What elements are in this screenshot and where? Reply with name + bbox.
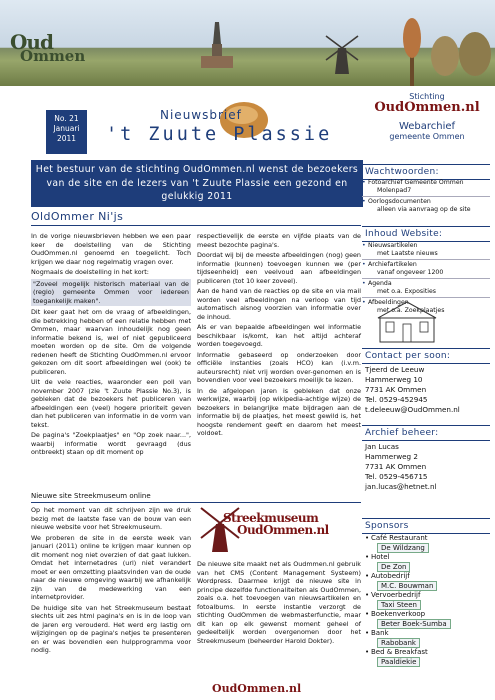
list-item-sub: met o.a. Exposities: [377, 288, 436, 295]
gemeente-label: gemeente Ommen: [389, 132, 465, 141]
sponsor-item: [365, 534, 490, 553]
archief-address: [365, 442, 490, 492]
list-item-sub: met o.a. Zoekplaatjes: [377, 307, 445, 314]
article1-column-right: [197, 232, 361, 440]
archief-name: Jan Lucas: [365, 442, 399, 451]
article2-title: Nieuwe site Streekmuseum online: [31, 492, 361, 503]
list-item: • Agenda: [362, 280, 490, 288]
archief-city: 7731 AK Ommen: [365, 462, 427, 471]
wachtwoorden-list: [362, 179, 490, 214]
paragraph: Aan de hand van de reacties op de site en via mail worden veel afbeeldingen na verloop van tijd automatisch alsnog voorzien van informatie over de inhoud.: [197, 287, 361, 321]
oudommen-logo: [10, 30, 86, 65]
streekmuseum-logo-top: Streekmuseum: [223, 511, 319, 525]
paragraph: Dit keer gaat het om de vraag of afbeeldingen, die betrekking hebben of een relatie hebben met Ommen, maar waarvan inhoudelijk nog geen informatie bekend is, wel of niet gepubliceerd moeten worden op de site. Om de volgende redenen heeft de Stichting OudOmmen.nl ervoor gekozen om dit soort afbeeldingen wel (ook) te publiceren.: [31, 308, 191, 376]
contact-email-link[interactable]: t.deleeuw@OudOmmen.nl: [365, 405, 460, 414]
streekmuseum-logo: [197, 504, 361, 554]
sponsor-item: [365, 610, 490, 629]
new-year-greeting: Het bestuur van de stichting OudOmmen.nl wenst de bezoekers van de site en de lezers van 't Zuute Plassie een gezond en gelukkig 2011: [31, 160, 363, 207]
list-item: • Oorlogsdocumenten: [362, 198, 490, 206]
paragraph: De huidige site van het Streekmuseum bestaat slechts uit zes html pagina's en is in de loop van de jaren erg verouderd. Het werd erg lastig om wijzigingen op de pagina's netjes te presenteren en er was bovendien een hulpprogramma voor nodig.: [31, 603, 191, 654]
paragraph: In de afgelopen jaren is gebleken dat onze werkwijze, waarbij (op wikipedia-achtige wijze) de bezoekers in belangrijke mate bijdragen aan de informatie bij de plaatjes, het meest gewild is, het hoogste rendement geeft en daarom het meest voldoet.: [197, 386, 361, 437]
article2-column-right: [197, 560, 361, 645]
webarchief-label: Webarchief: [398, 121, 456, 132]
sponsor-item: [365, 572, 490, 591]
archief-street: Hammerweg 2: [365, 452, 418, 461]
windmill-icon: [322, 30, 362, 76]
wachtwoorden-title: Wachtwoorden:: [362, 164, 490, 180]
contact-phone: Tel. 0529-452945: [365, 395, 428, 404]
list-item-sub: Molenpad7: [377, 187, 412, 194]
paragraph: respectievelijk de eerste en vijfde plaats van de meest bezochte pagina's.: [197, 232, 361, 249]
sponsor-link[interactable]: De Wildzang: [377, 543, 429, 554]
sponsor-item: [365, 629, 490, 648]
paragraph: Uit de vele reacties, waaronder een poll van november 2007 (zie 't Zuute Plassie No.3), is gebleken dat de bezoekers het publiceren van afbeeldingen een (veel) hogere prioriteit geven dan het publiceren van informatie in de vorm van tekst.: [31, 378, 191, 429]
issue-month: Januari: [53, 124, 80, 133]
list-item-sub: alleen via aanvraag op de site: [377, 206, 471, 213]
paragraph: Informatie gebaseerd op onderzoeken door officiële instanties (zoals HCO) kan (i.v.m. auteursrecht) niet vrij worden over-genomen en is bovendien voor veel bezoekers moeilijk te lezen.: [197, 350, 361, 384]
archief-email-link[interactable]: jan.lucas@hetnet.nl: [365, 482, 437, 491]
streekmuseum-logo-bottom: OudOmmen.nl: [237, 523, 329, 537]
sponsors-title: Sponsors: [362, 518, 490, 534]
sponsor-link[interactable]: Paaldiekie: [377, 657, 420, 668]
sponsor-name: • Hotel: [365, 553, 490, 562]
newsletter-title: 't Zuute Plassie: [106, 124, 333, 145]
sponsor-name: • Café Restaurant: [365, 534, 490, 543]
issue-badge: [46, 110, 87, 154]
header-banner: [0, 0, 495, 86]
sponsor-name: • Boekenverkoop: [365, 610, 490, 619]
contact-street: Hammerweg 10: [365, 375, 423, 384]
article1-column-left: [31, 232, 191, 459]
paragraph: De nieuwe site maakt net als Oudmmen.nl gebruik van het CMS (Content Management Systeem) Wordpress. Daarmee krijgt de nieuwe site in principe dezelfde functionaliteiten als OudOmmen, zoals o.a. het toevoegen van nieuwsartikelen en fotoalbums. In eerste instantie verzorgt de stichting OudOmmen de webmasterfunctie, maar dit kan op elk gewenst moment geheel of gedeeltelijk worden overgenomen door het Streekmuseum (beheerder Harold Dokter).: [197, 560, 361, 645]
sponsor-item: [365, 591, 490, 610]
article2-column-left: [31, 506, 191, 657]
sponsor-item: [365, 553, 490, 572]
sponsor-name: • Autobedrijf: [365, 572, 490, 581]
list-item: • Nieuwsartikelen: [362, 242, 490, 250]
archief-phone: Tel. 0529-456715: [365, 472, 428, 481]
list-item-sub: vanaf ongeveer 1200: [377, 269, 444, 276]
sponsor-link[interactable]: Rabobank: [377, 638, 420, 649]
list-item-sub: met Laatste nieuws: [377, 250, 438, 257]
list-item: • Archiefartikelen: [362, 261, 490, 269]
paragraph: De pagina's "Zoekplaatjes" en "Op zoek naar...", waarbij informatie wordt gevraagd (dus ontbreekt) staan op dit moment op: [31, 431, 191, 456]
doelstelling-quote: "Zoveel mogelijk historisch materiaal van de (regio) gemeente Ommen voor iedereen toegankelijk maken".: [33, 279, 189, 305]
stichting-label: Stichting: [409, 92, 445, 101]
sponsor-name: • Vervoerbedrijf: [365, 591, 490, 600]
list-item: • Afbeeldingen: [362, 299, 490, 307]
logo-bottom-text: Ommen: [20, 47, 86, 65]
contact-name: Tjeerd de Leeuw: [365, 365, 425, 374]
paragraph: Als er van bepaalde afbeeldingen wel informatie beschikbaar is/komt, kan het altijd achteraf worden toegevoegd.: [197, 323, 361, 348]
newsletter-title-area: [100, 100, 362, 156]
newsletter-label: Nieuwsbrief: [160, 108, 242, 122]
paragraph: Doordat wij bij de meeste afbeeldingen (nog) geen informatie (kunnen) toevoegen kunnen we (per tijdseenheid) een veelvoud aan afbeeldingen publiceren (tot 10 keer zoveel).: [197, 251, 361, 285]
paragraph: Nogmaals de doelstelling in het kort:: [31, 268, 149, 276]
paragraph: We proberen de site in de eerste week van januari (2011) online te krijgen maar kunnen op dit moment nog niet overzien of dat gaat lukken. Omdat het internetadres (url) niet verandert moet er een omzetting plaatsvinden van de oude naar de nieuwe omgeving waarbij we afhankelijk zijn van de medewerking van een internetprovider.: [31, 533, 191, 601]
contact-city: 7731 AK Ommen: [365, 385, 427, 394]
article1-title: OldOmmer Ni'js: [31, 210, 361, 226]
sponsor-link[interactable]: De Zon: [377, 562, 410, 573]
footer-logo: OudOmmen.nl: [212, 682, 302, 695]
webarchief-header: [362, 88, 492, 160]
paragraph: Op het moment van dit schrijven zijn we druk bezig met de laatste fase van de bouw van een nieuwe website voor het Streekmuseum.: [31, 506, 191, 531]
archief-title: Archief beheer:: [362, 425, 490, 441]
inhoud-title: Inhoud Website:: [362, 226, 490, 242]
sponsor-link[interactable]: M.C. Bouwman: [377, 581, 437, 592]
stichting-logo: OudOmmen.nl: [374, 100, 480, 115]
contact-title: Contact per soon:: [362, 348, 490, 364]
sponsor-link[interactable]: Taxi Steen: [377, 600, 421, 611]
issue-number: No. 21: [54, 114, 79, 123]
church-icon: [197, 22, 237, 74]
logo-top-text: Oud: [10, 30, 53, 54]
house-drawing-icon: [372, 300, 442, 344]
sponsor-link[interactable]: Beter Boek-Sumba: [377, 619, 451, 630]
list-item: • Fotoarchief Gemeente Ommen: [362, 179, 490, 187]
paragraph: In de vorige nieuwsbrieven hebben we een paar keer de doelstelling van de Stichting OudOmmen.nl genoemd en toegelicht. Toch krijgen we daar nog regelmatig vragen over.: [31, 232, 191, 266]
sponsor-name: • Bed & Breakfast: [365, 648, 490, 657]
trees-icon: [400, 16, 495, 86]
issue-year: 2011: [56, 134, 77, 143]
contact-address: [365, 365, 490, 415]
sponsor-item: [365, 648, 490, 667]
sponsor-name: • Bank: [365, 629, 490, 638]
